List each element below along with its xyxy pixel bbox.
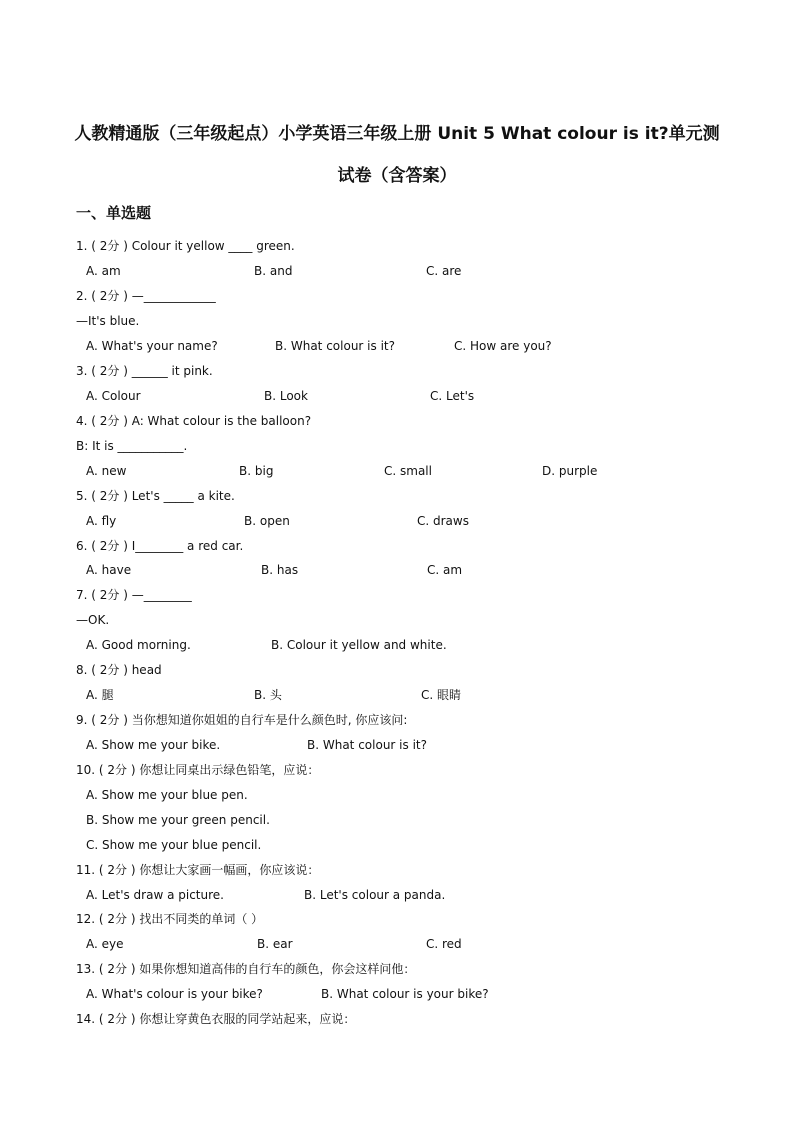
question-11-option-b: B. Let's colour a panda. [304,888,446,902]
question-10-option-b: B. Show me your green pencil. [86,813,270,827]
question-8-option-a: A. 腿 [86,688,114,702]
question-10-option-c: C. Show me your blue pencil. [86,838,262,852]
question-12-option-b: B. ear [257,937,293,951]
question-2-stem: 2. ( 2分 ) —____________ [76,289,216,303]
question-9-option-a: A. Show me your bike. [86,738,221,752]
question-4-option-a: A. new [86,464,127,478]
section-heading: 一、单选题 [76,204,152,222]
question-6-stem: 6. ( 2分 ) I________ a red car. [76,539,244,553]
question-13-option-b: B. What colour is your bike? [321,987,489,1001]
question-1-option-c: C. are [426,264,462,278]
question-7-option-a: A. Good morning. [86,638,191,652]
question-3-option-b: B. Look [264,389,308,403]
question-4-option-c: C. small [384,464,432,478]
question-7-line-2: —OK. [76,613,110,627]
question-11-option-a: A. Let's draw a picture. [86,888,224,902]
question-6-option-a: A. have [86,563,132,577]
question-5-option-b: B. open [244,514,290,528]
question-9-stem: 9. ( 2分 ) 当你想知道你姐姐的自行车是什么颜色时, 你应该问: [76,713,408,727]
question-10-stem: 10. ( 2分 ) 你想让同桌出示绿色铅笔，应说： [76,763,320,777]
question-13-option-a: A. What's colour is your bike? [86,987,263,1001]
question-4-stem: 4. ( 2分 ) A: What colour is the balloon? [76,414,312,428]
question-1-option-a: A. am [86,264,121,278]
question-9-option-b: B. What colour is it? [307,738,427,752]
question-8-option-c: C. 眼睛 [421,688,462,702]
question-3-option-c: C. Let's [430,389,475,403]
question-2-line-2: —It's blue. [76,314,140,328]
question-5-stem: 5. ( 2分 ) Let's _____ a kite. [76,489,235,503]
question-12-option-c: C. red [426,937,462,951]
question-5-option-a: A. fly [86,514,117,528]
question-8-stem: 8. ( 2分 ) head [76,663,162,677]
question-4-option-b: B. big [239,464,274,478]
question-13-stem: 13. ( 2分 ) 如果你想知道高伟的自行车的颜色，你会这样问他： [76,962,416,976]
question-7-option-b: B. Colour it yellow and white. [271,638,447,652]
question-4-line-2: B: It is ___________. [76,439,188,453]
question-1-stem: 1. ( 2分 ) Colour it yellow ____ green. [76,239,295,253]
question-5-option-c: C. draws [417,514,469,528]
question-3-option-a: A. Colour [86,389,141,403]
question-12-stem: 12. ( 2分 ) 找出不同类的单词（ ） [76,912,264,926]
question-6-option-b: B. has [261,563,299,577]
document-title-line-2: 试卷（含答案） [337,166,457,186]
question-11-stem: 11. ( 2分 ) 你想让大家画一幅画，你应该说： [76,863,320,877]
question-7-stem: 7. ( 2分 ) —________ [76,588,192,602]
question-3-stem: 3. ( 2分 ) ______ it pink. [76,364,213,378]
question-2-option-b: B. What colour is it? [275,339,395,353]
question-2-option-a: A. What's your name? [86,339,218,353]
question-12-option-a: A. eye [86,937,124,951]
question-2-option-c: C. How are you? [454,339,552,353]
question-4-option-d: D. purple [542,464,598,478]
document-title-line-1: 人教精通版（三年级起点）小学英语三年级上册 Unit 5 What colour is it?单元测 [74,124,720,144]
question-14-stem: 14. ( 2分 ) 你想让穿黄色衣服的同学站起来，应说： [76,1012,356,1026]
question-6-option-c: C. am [427,563,463,577]
question-10-option-a: A. Show me your blue pen. [86,788,248,802]
question-1-option-b: B. and [254,264,293,278]
question-8-option-b: B. 头 [254,688,282,702]
